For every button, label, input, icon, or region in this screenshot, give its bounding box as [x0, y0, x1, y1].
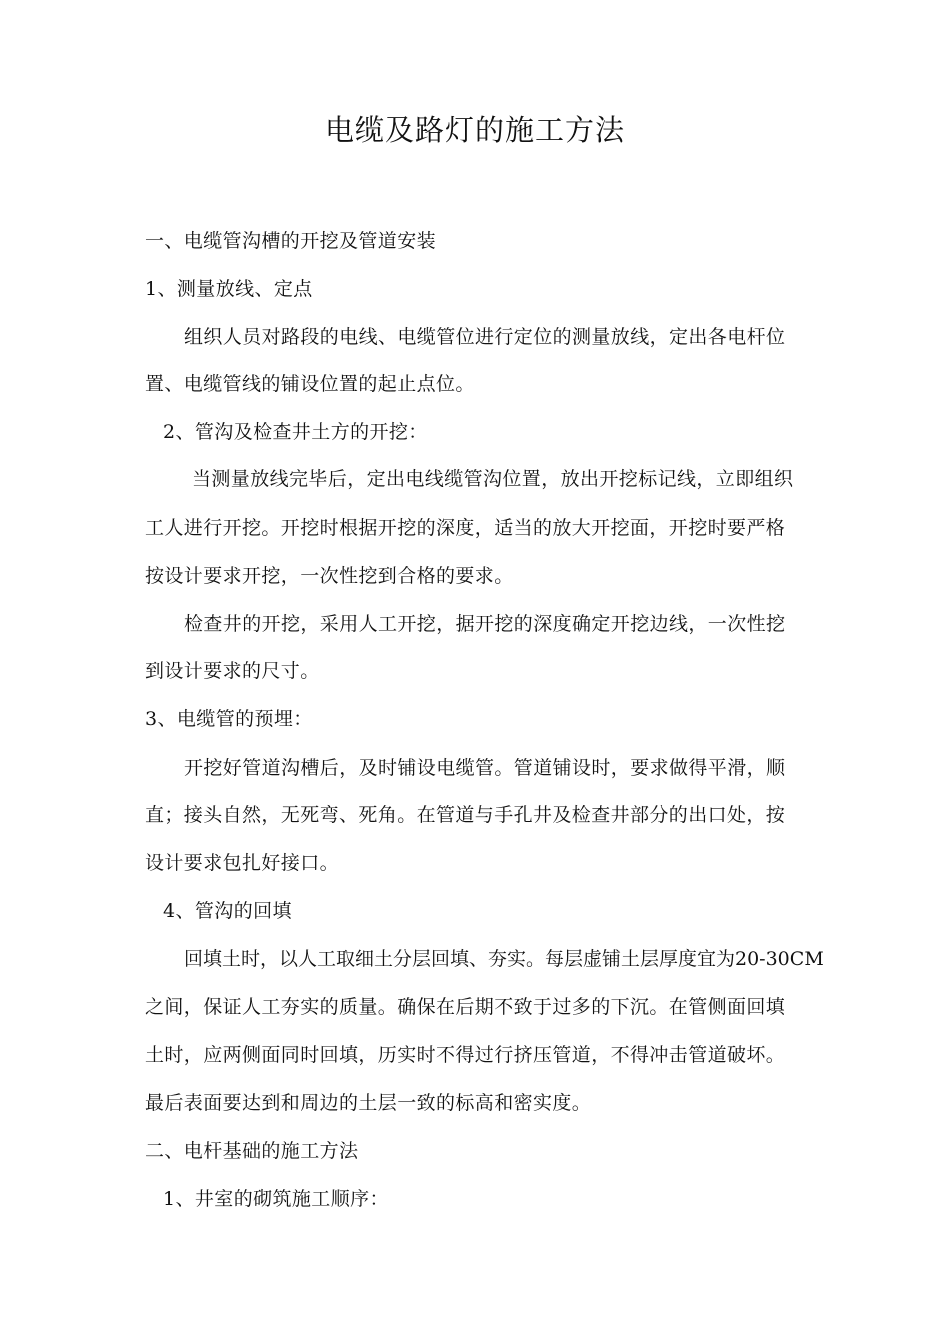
paragraph-line: 回填土时，以人工取细土分层回填、夯实。每层虚铺土层厚度宜为20-30CM: [184, 948, 824, 970]
paragraph-line: 开挖好管道沟槽后，及时铺设电缆管。管道铺设时，要求做得平滑，顺: [184, 757, 786, 779]
paragraph-line: 组织人员对路段的电线、电缆管位进行定位的测量放线，定出各电杆位: [184, 326, 786, 348]
subheading-1-4: 4、管沟的回填: [163, 900, 292, 922]
subheading-2-1: 1、井室的砌筑施工顺序：: [163, 1188, 389, 1210]
subheading-1-3: 3、电缆管的预埋：: [145, 708, 313, 730]
paragraph-line: 到设计要求的尺寸。: [145, 660, 320, 682]
paragraph-line: 检查井的开挖，采用人工开挖，据开挖的深度确定开挖边线，一次性挖: [184, 613, 786, 635]
paragraph-line: 按设计要求开挖，一次性挖到合格的要求。: [145, 565, 514, 587]
subheading-1-1: 1、测量放线、定点: [145, 278, 313, 300]
paragraph-line: 土时，应两侧面同时回填，历实时不得过行挤压管道，不得冲击管道破坏。: [145, 1044, 786, 1066]
paragraph-line: 最后表面要达到和周边的土层一致的标高和密实度。: [145, 1092, 592, 1114]
paragraph-line: 直；接头自然，无死弯、死角。在管道与手孔井及检查井部分的出口处，按: [145, 804, 786, 826]
paragraph-line: 当测量放线完毕后，定出电线缆管沟位置，放出开挖标记线，立即组织: [192, 468, 794, 490]
section-heading-1: 一、电缆管沟槽的开挖及管道安装: [145, 230, 437, 252]
paragraph-line: 设计要求包扎好接口。: [145, 852, 340, 874]
document-title: 电缆及路灯的施工方法: [324, 113, 625, 147]
paragraph-line: 置、电缆管线的铺设位置的起止点位。: [145, 373, 475, 395]
subheading-1-2: 2、管沟及检查井土方的开挖：: [163, 421, 428, 443]
paragraph-line: 之间，保证人工夯实的质量。确保在后期不致于过多的下沉。在管侧面回填: [145, 996, 786, 1018]
paragraph-line: 工人进行开挖。开挖时根据开挖的深度，适当的放大开挖面，开挖时要严格: [145, 517, 786, 539]
section-heading-2: 二、电杆基础的施工方法: [145, 1140, 359, 1162]
